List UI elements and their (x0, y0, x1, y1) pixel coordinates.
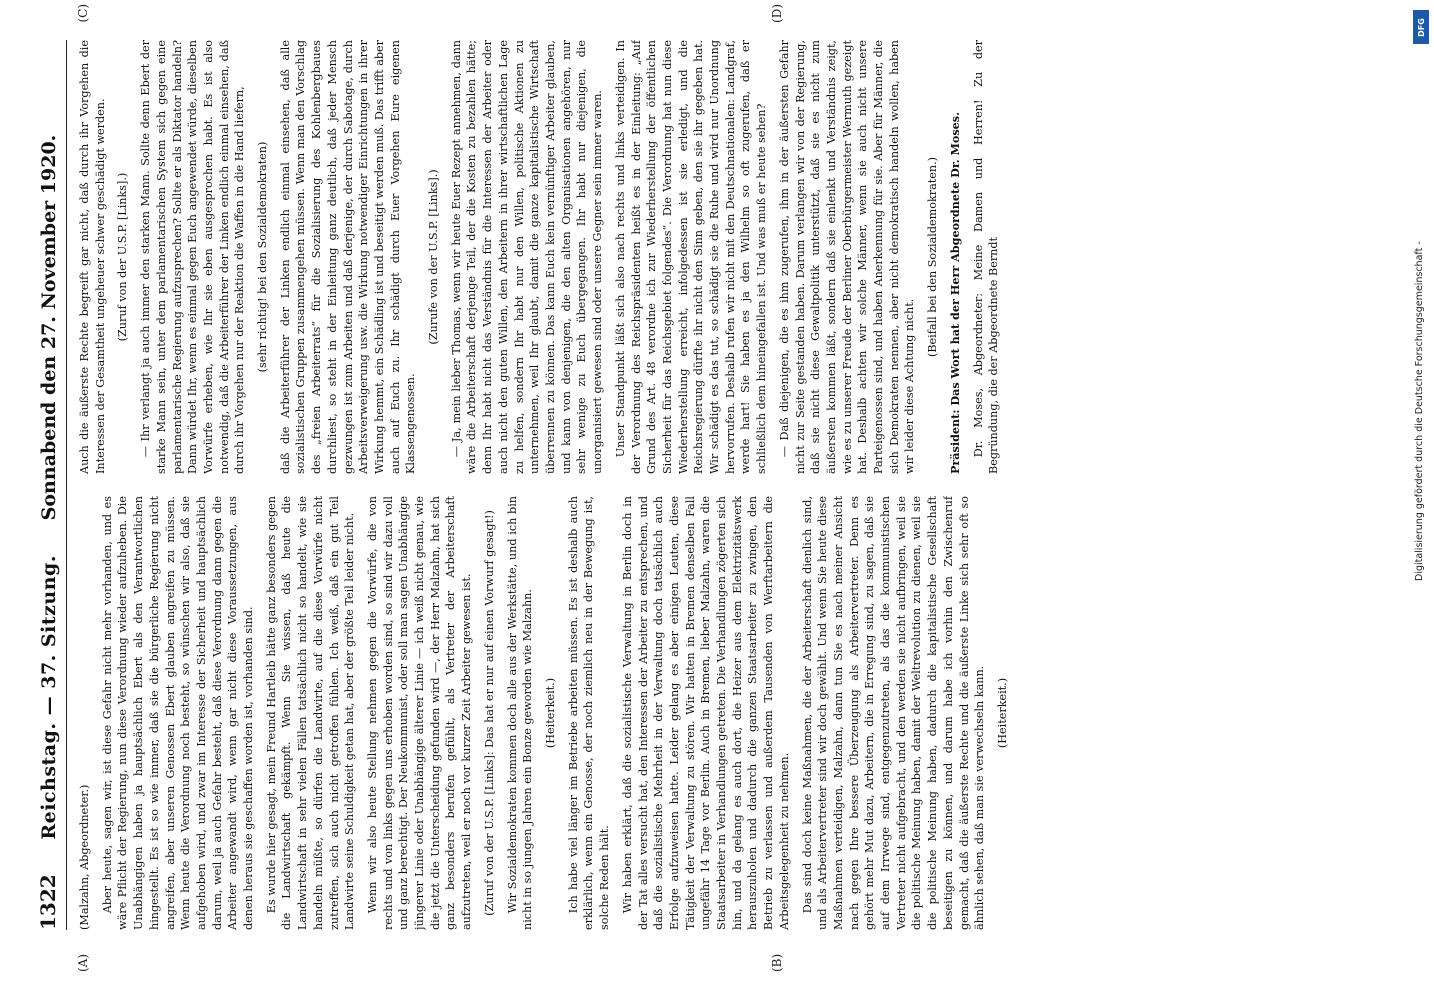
paragraph-gap (248, 40, 255, 474)
margin-marker-d: (D) (770, 4, 784, 23)
paragraph: (Beifall bei den Sozialdemokraten.) (926, 156, 940, 358)
paragraph-gap (793, 496, 800, 930)
paragraph: — Ja, mein lieber Thomas, wenn wir heute Euer Rezept annehmen, dann wäre die Arbeiterschaft derjenige Teil, der die Kosten zu bezahlen hätte; denn Ihr habt nicht das Verständnis für die Interessen der Arbeiter oder auch nicht den guten Willen, den Arbeitern in ihrer wirtschaftlichen Lage zu helfen, sondern Ihr habt nur den Willen, politische Aktionen zu unternehmen, weil Ihr glaubt, damit die ganze kapitalistische Wirtschaft überrennen zu können. Das kann Euch kein vernünftiger Arbeiter glauben, und kann von denjenigen, die den alten Organisationen angehören, nur sehr wenige zu Euch übergegangen. Ihr habt nur diejenigen, die unorganisiert gewesen sind oder unsere Gegner sein immer waren. (449, 40, 605, 474)
paragraph: (Zuruf von der U.S.P. [Links].) (116, 172, 130, 342)
paragraph-gap (108, 40, 115, 474)
paragraph-gap (419, 40, 426, 474)
paragraph: Dr. Moses, Abgeordneter: Meine Damen und Herren! Zu der Begründung, die der Abgeordnete Berndt (971, 40, 1001, 474)
paragraph-gap (442, 40, 449, 474)
credit-text: Digitalisierung gefördert durch die Deutsche Forschungsgemeinschaft - (1414, 241, 1425, 581)
text-columns (77, 40, 1367, 930)
paragraph: Auch die äußerste Rechte begreift gar nicht, daß durch ihr Vorgehen die Interessen der Gesamtheit ungeheuer schwer geschädigt werden. (78, 40, 107, 474)
margin-marker-a: (A) (76, 953, 90, 972)
paragraph-gap (606, 40, 613, 474)
paragraph-gap (475, 496, 482, 930)
paragraph: (Malzahn, Abgeordneter.) (78, 784, 91, 930)
paragraph: Präsident: Das Wort hat der Herr Abgeordnete Dr. Moses. (947, 112, 962, 474)
paragraph-gap (964, 40, 971, 474)
paragraph-gap (93, 496, 100, 930)
paragraph-gap (613, 496, 620, 930)
paragraph: daß die Arbeiterführer der Linken endlich einmal einsehen, daß alle sozialistischen Gruppen zusammengehen müssen. Wenn man den Vorschlag des „freien Arbeiterrats“ für die Sozialisierung des Kohlenbergbaues durchliest, so steht in der Einleitung ganz deutlich, daß jeder Mensch gezwungen ist zum Arbeiten und daß derjenige, der durch Sabotage, durch Arbeitsverweigerung usw. die Wirkung notwendiger Einrichtungen in ihrer Wirkung hemmt, ein Schädling ist und beseitigt werden muß. Das trifft aber auch auf Euch zu. Ihr schädigt durch Euer Vorgehen Eure eigenen Klassengenossen. (278, 40, 418, 474)
paragraph: Wir Sozialdemokraten kommen doch alle aus der Werkstätte, und ich bin nicht in so jungen Jahren ein Bonze geworden wie Malzahn. (505, 496, 535, 930)
paragraph-gap (988, 496, 995, 930)
paragraph: Unser Standpunkt läßt sich also nach rechts und links verteidigen. In der Verordnung des Reichspräsidenten heißt es in der Einleitung: „Auf Grund des Art. 48 verordne ich zur Wiederherstellung der öffentlichen Sicherheit für das Reichsgebiet folgendes“. Die Verordnung hat nun diese Wiederherstellung erreicht, infolgedessen ist sie erledigt, und die Reichsregierung dürfte ihr nicht den Sinn geben, den sie ihr gegeben hat. Wir schädigt es das tut, so schädigt sie die Ruhe und wird nur Unordnung hervorrufen. Deshalb rufen wir nicht mit den Deutschnationalen: Landgraf, werde hart! Sie haben es ja den Wilhelm so oft zugerufen, daß er schließlich dem hineingefallen ist. Und was muß er heute sehen? (613, 40, 769, 474)
newspaper-page (28, 0, 1408, 1000)
page-header (36, 40, 67, 930)
paragraph-gap (257, 496, 264, 930)
paragraph-gap (131, 40, 138, 474)
paragraph-gap (498, 496, 505, 930)
credit-strip (1412, 6, 1430, 996)
paragraph: Wenn wir also heute Stellung nehmen gegen die Vorwürfe, die von rechts und von links gegen uns erhoben worden sind, so sind wir dazu voll und ganz berechtigt. Der Neukommunist, oder soll man sagen Unabhängige jüngerer Linie oder Unabhängige älterer Linie — ich weiß nicht genau, wie die jetzt die Unterscheidung gefunden wird —, der Herr Malzahn, hat sich ganz besonders berufen gefühlt, als Vertreter der Arbeiterschaft aufzutreten, weil er noch vor kurzer Zeit Arbeiter gewesen ist. (365, 496, 474, 930)
session-title: Reichstag. — 37. Sitzung. (38, 555, 60, 840)
paragraph-gap (536, 496, 543, 930)
paragraph: — Ihr verlangt ja auch immer den starken Mann. Sollte denn Ebert der starke Mann sein, unter dem parlamentarischen System sich gegen eine parlamentarische Regierung aufzusprechen? Sollte er als Diktator handeln? Dann würdet Ihr, wenn es einmal gegen Euch angewendet würde, dieselben Vorwürfe erheben, wie Ihr sie eben ausgesprochen habt. Es ist also notwendig, daß die Arbeiterführer der Linken endlich einmal einsehen, daß durch ihr Vorgehen nur der Reaktion die Waffen in die Hand liefern, (139, 40, 247, 474)
margin-marker-c: (C) (76, 4, 90, 23)
right-column (77, 40, 1367, 474)
paragraph-gap (271, 40, 278, 474)
paragraph: Ich habe viel länger im Betriebe arbeiten müssen. Es ist deshalb auch erklärlich, wenn ein Genosse, der noch ziemlich neu in der Bewegung ist, solche Reden hält. (566, 496, 612, 930)
paragraph: Wir haben erklärt, daß die sozialistische Verwaltung in Berlin doch in der Tat alles versucht hat, den Interessen der Arbeiter zu entsprechen, und daß die sozialistische Mehrheit in der Verwaltung doch tatsächlich auch Erfolge aufzuweisen hatte. Leider gelang es aber einigen Leuten, diese Tätigkeit der Verwaltung zu stören. Wir hatten in Bremen denselben Fall ungefähr 14 Tage vor Berlin. Auch in Bremen, lieber Malzahn, waren die Staatsarbeiter in Verhandlungen getreten. Die Verhandlungen zögerten sich hin, und da gelang es auch dort, die Heizer aus dem Elektrizitätswerk herauszuholen und dadurch die ganzen Staatsarbeiter zu zwingen, den Betrieb zu verlassen und außerdem Tausenden von Werftarbeitern die Arbeitsgelegenheit zu nehmen. (620, 496, 791, 930)
paragraph-gap (358, 496, 365, 930)
paragraph-gap (559, 496, 566, 930)
paragraph-gap (770, 40, 777, 474)
paragraph: Das sind doch keine Maßnahmen, die der Arbeiterschaft dienlich sind, und als Arbeitervertreter sind wir doch gewählt. Und wenn Sie heute diese Maßnahmen verteidigen, Malzahn, dann tun Sie es nach meiner Ansicht nach gegen Ihre bessere Überzeugung als Arbeitervertreter. Denn es gehört mehr Mut dazu, Arbeitern, die in Erregung sind, zu sagen, daß sie auf dem Irrwege sind, entgegenzutreten, als das die kommunistischen Vertreter nicht aufgebracht, und den werden sie nicht aufbringen, weil sie die politische Meinung haben, damit der Weltrevolution zu dienen, weil sie die politische Meinung haben, dadurch die kapitalistische Gesellschaft beseitigen zu können, und darum habe ich vorhin den Zwischenruf gemacht, daß die äußerste Rechte und die äußerste Linke sich sehr oft so ähnlich sehen, daß man sie verwechseln kann. (800, 496, 987, 930)
paragraph: Aber heute, sagen wir, ist diese Gefahr nicht mehr vorhanden, und es wäre Pflicht der Regierung, nun diese Verordnung wieder aufzuheben. Die Unabhängigen haben ja hauptsächlich Ebert als den Verantwortlichen hingestellt. Es ist so wie immer, daß sie die bürgerliche Regierung nicht angreifen, aber unseren Genossen Ebert glauben angreifen zu müssen. Wenn heute die Verordnung noch besteht, so wünschen wir also, daß sie aufgehoben wird, und zwar im Interesse der Sicherheit und hauptsächlich darum, weil ja auch Gefahr besteht, daß diese Verordnung dann gegen die Arbeiter angewandt wird, wenn gar nicht diese Voraussetzungen, aus denen heraus sie geschaffen worden ist, vorhanden sind. (100, 496, 256, 930)
paragraph: Es wurde hier gesagt, mein Freund Hartleib hätte ganz besonders gegen die Landwirtschaft gekämpft. Wenn Sie wissen, daß heute die Landwirtschaft in sehr vielen Fällen tatsächlich nicht so handelt, wie sie handeln müßte, so dürfen die Landwirte, auf die diese Vorwürfe nicht zutreffen, sich auch nicht getroffen fühlen. Ich weiß, daß ein gut Teil Landwirte seine Schuldigkeit getan hat, aber der größte Teil leider nicht. (264, 496, 357, 930)
paragraph-gap (918, 40, 925, 474)
paragraph: (Heiterkeit.) (543, 677, 557, 749)
left-column (77, 496, 1367, 930)
dfg-logo (1413, 10, 1429, 44)
page-number: 1322 (36, 874, 60, 930)
paragraph: (Heiterkeit.) (995, 677, 1009, 749)
margin-marker-b: (B) (770, 953, 784, 972)
paragraph: (Zuruf von der U.S.P. [Links]: Das hat er nur auf einen Vorwurf gesagt!) (482, 510, 496, 916)
paragraph: (Zurufe von der U.S.P. [Links].) (427, 169, 441, 345)
dfg-logo-text: DFG (1416, 17, 1426, 37)
paragraph-gap (941, 40, 948, 474)
paragraph: — Daß diejenigen, die es ihm zugerufen, ihm in der äußersten Gefahr nicht zur Seite gestanden haben. Darum verlangen wir von der Regierung, daß sie nicht diese Gewaltpolitik unterstützt, daß sie es nicht zum äußersten kommen läßt, sondern daß sie einlenkt und Verständnis zeigt, wie es zu unserer Freude der Berliner Oberbürgermeister Wermuth gezeigt hat. Deshalb achten wir solche Männer, wenn sie auch nicht unsere Parteigenossen sind, und haben Anerkennung für sie. Aber für Männer, die sich Demokraten nennen, aber nicht demokratisch handeln wollen, haben wir leider diese Achtung nicht. (777, 40, 917, 474)
session-date: Sonnabend den 27. November 1920. (38, 134, 60, 521)
paragraph: (sehr richtig! bei den Sozialdemokraten) (256, 141, 270, 373)
